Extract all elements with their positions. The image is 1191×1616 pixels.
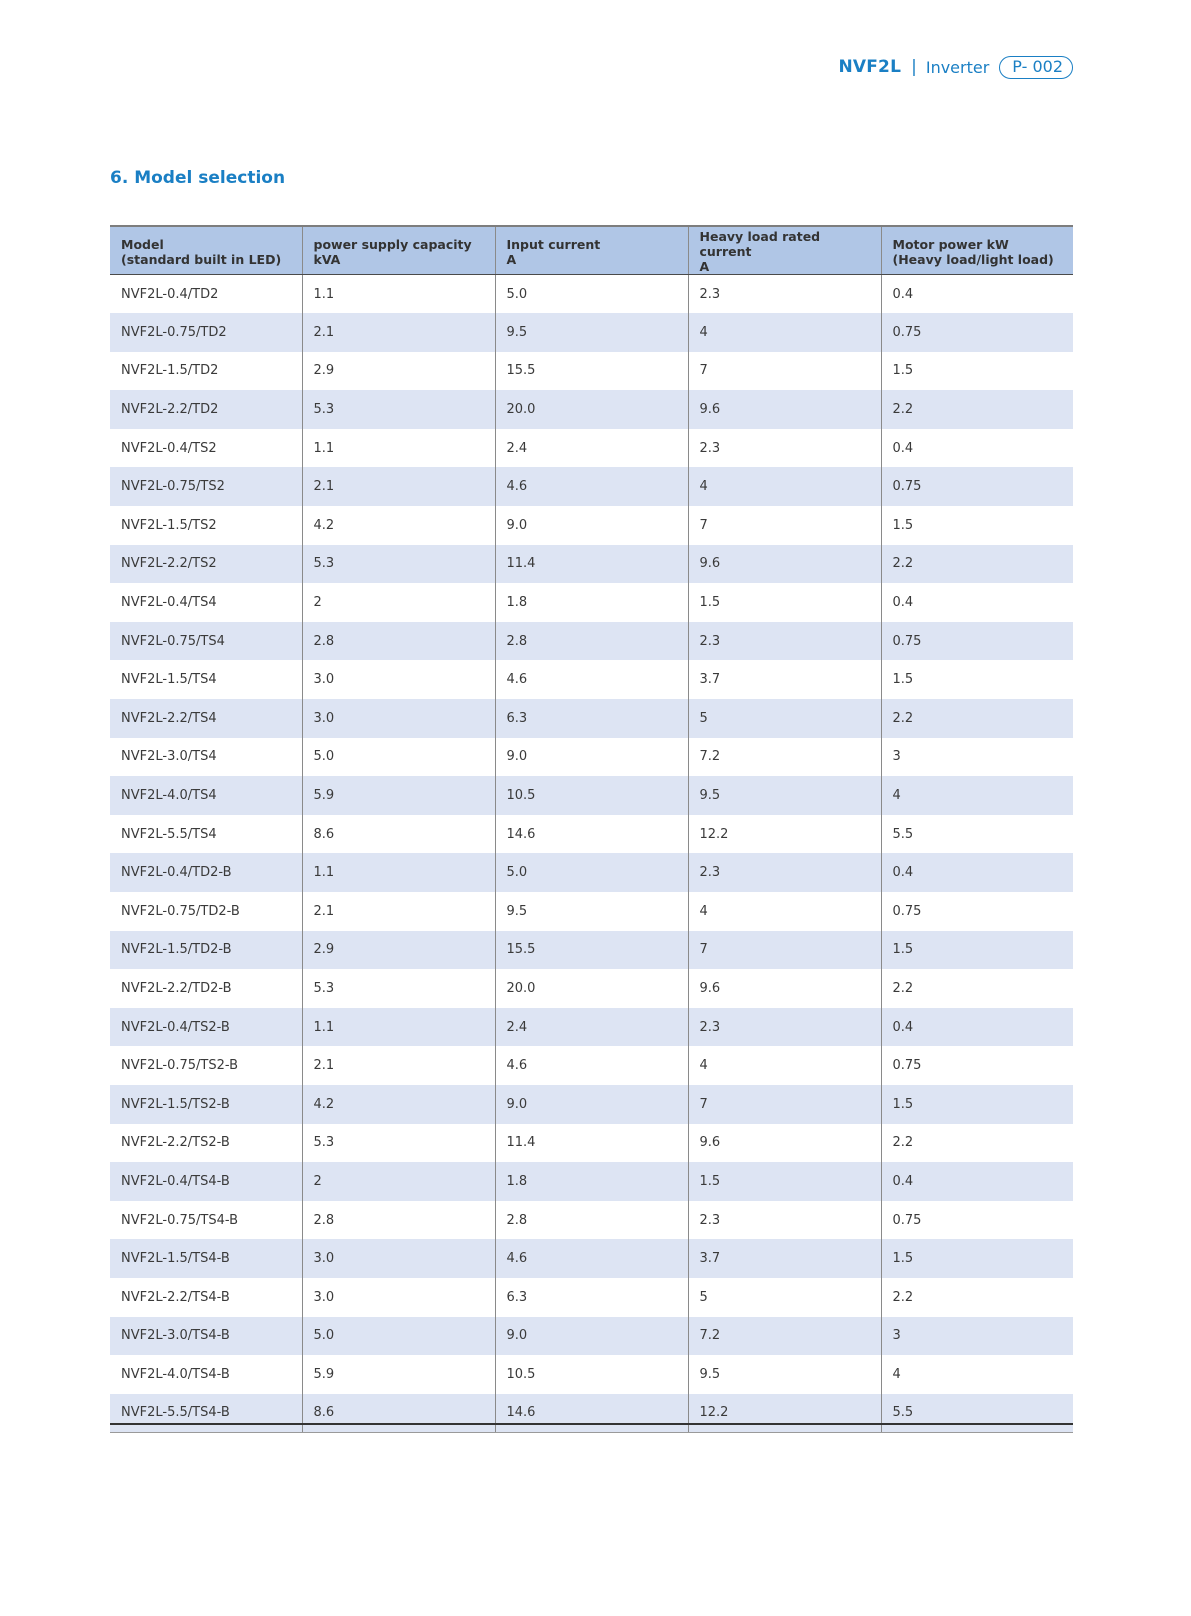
cell-input-current: 2.8 bbox=[495, 1201, 688, 1240]
cell-rated-current: 7 bbox=[688, 931, 881, 970]
table-row bbox=[110, 660, 1073, 699]
cell-rated-current: 5 bbox=[688, 699, 881, 738]
cell-capacity: 8.6 bbox=[302, 1394, 495, 1433]
cell-model: NVF2L-0.4/TD2 bbox=[121, 286, 219, 302]
cell-model: NVF2L-0.4/TS4-B bbox=[121, 1173, 230, 1189]
cell-input-current: 6.3 bbox=[495, 699, 688, 738]
table-row bbox=[110, 1046, 1073, 1085]
cell-rated-current: 2.3 bbox=[688, 429, 881, 468]
cell-capacity: 4.2 bbox=[302, 506, 495, 545]
cell-rated-current: 9.5 bbox=[688, 776, 881, 815]
table-row bbox=[110, 776, 1073, 815]
cell-model: NVF2L-2.2/TS4-B bbox=[121, 1289, 230, 1305]
cell-motor-power: 0.4 bbox=[881, 429, 1073, 468]
cell-rated-current: 12.2 bbox=[688, 815, 881, 854]
cell-model: NVF2L-1.5/TS2-B bbox=[121, 1096, 230, 1112]
cell-input-current: 20.0 bbox=[495, 969, 688, 1008]
cell-rated-current: 4 bbox=[688, 313, 881, 352]
cell-model: NVF2L-0.4/TS2-B bbox=[121, 1019, 230, 1035]
cell-rated-current: 2.3 bbox=[688, 1201, 881, 1240]
cell-capacity: 5.9 bbox=[302, 776, 495, 815]
table-row bbox=[110, 815, 1073, 854]
cell-rated-current: 7.2 bbox=[688, 1317, 881, 1356]
table-row bbox=[110, 506, 1073, 545]
cell-capacity: 3.0 bbox=[302, 1239, 495, 1278]
cell-motor-power: 2.2 bbox=[881, 1124, 1073, 1163]
cell-motor-power: 3 bbox=[881, 1317, 1073, 1356]
cell-model: NVF2L-1.5/TD2 bbox=[121, 363, 219, 379]
product-category: Inverter bbox=[925, 57, 990, 77]
column-header-line: Model bbox=[121, 236, 164, 252]
table-row bbox=[110, 622, 1073, 661]
cell-model: NVF2L-0.75/TS4 bbox=[121, 633, 225, 649]
cell-capacity: 5.9 bbox=[302, 1355, 495, 1394]
cell-model: NVF2L-3.0/TS4-B bbox=[121, 1328, 230, 1344]
cell-rated-current: 2.3 bbox=[688, 1008, 881, 1047]
page-header bbox=[838, 55, 1073, 79]
cell-motor-power: 2.2 bbox=[881, 1278, 1073, 1317]
table-row bbox=[110, 390, 1073, 429]
cell-input-current: 11.4 bbox=[495, 545, 688, 584]
cell-model: NVF2L-4.0/TS4-B bbox=[121, 1366, 230, 1382]
cell-rated-current: 9.6 bbox=[688, 969, 881, 1008]
cell-motor-power: 1.5 bbox=[881, 931, 1073, 970]
cell-motor-power: 2.2 bbox=[881, 969, 1073, 1008]
cell-capacity: 2.9 bbox=[302, 352, 495, 391]
cell-rated-current: 7.2 bbox=[688, 738, 881, 777]
table-row bbox=[110, 1278, 1073, 1317]
table-row bbox=[110, 313, 1073, 352]
cell-input-current: 9.0 bbox=[495, 1317, 688, 1356]
cell-capacity: 2.8 bbox=[302, 622, 495, 661]
cell-input-current: 4.6 bbox=[495, 1239, 688, 1278]
cell-model: NVF2L-0.4/TS2 bbox=[121, 440, 217, 456]
cell-rated-current: 9.6 bbox=[688, 390, 881, 429]
cell-capacity: 3.0 bbox=[302, 699, 495, 738]
cell-motor-power: 0.75 bbox=[881, 313, 1073, 352]
cell-model: NVF2L-0.75/TS4-B bbox=[121, 1212, 239, 1228]
cell-motor-power: 5.5 bbox=[881, 1394, 1073, 1433]
table-row bbox=[110, 1355, 1073, 1394]
cell-model: NVF2L-3.0/TS4 bbox=[121, 749, 217, 765]
cell-capacity: 2.1 bbox=[302, 467, 495, 506]
cell-rated-current: 7 bbox=[688, 1085, 881, 1124]
cell-input-current: 4.6 bbox=[495, 467, 688, 506]
cell-input-current: 5.0 bbox=[495, 853, 688, 892]
table-row bbox=[110, 969, 1073, 1008]
cell-capacity: 3.0 bbox=[302, 1278, 495, 1317]
cell-motor-power: 1.5 bbox=[881, 506, 1073, 545]
cell-capacity: 2.9 bbox=[302, 931, 495, 970]
page-number-badge: P- 002 bbox=[999, 56, 1073, 79]
cell-model: NVF2L-0.75/TS2 bbox=[121, 479, 225, 495]
cell-input-current: 9.0 bbox=[495, 1085, 688, 1124]
cell-input-current: 9.5 bbox=[495, 313, 688, 352]
cell-input-current: 1.8 bbox=[495, 583, 688, 622]
cell-input-current: 9.0 bbox=[495, 738, 688, 777]
cell-capacity: 1.1 bbox=[302, 429, 495, 468]
cell-rated-current: 9.6 bbox=[688, 545, 881, 584]
cell-motor-power: 4 bbox=[881, 776, 1073, 815]
cell-input-current: 2.4 bbox=[495, 429, 688, 468]
cell-capacity: 2.1 bbox=[302, 313, 495, 352]
cell-capacity: 5.3 bbox=[302, 1124, 495, 1163]
table-bottom-rule bbox=[110, 1423, 1073, 1425]
table-row bbox=[110, 1008, 1073, 1047]
cell-input-current: 4.6 bbox=[495, 1046, 688, 1085]
cell-capacity: 1.1 bbox=[302, 275, 495, 314]
column-header-capacity bbox=[302, 226, 495, 275]
table-row bbox=[110, 583, 1073, 622]
cell-rated-current: 2.3 bbox=[688, 275, 881, 314]
cell-rated-current: 4 bbox=[688, 892, 881, 931]
cell-model: NVF2L-1.5/TS4-B bbox=[121, 1251, 230, 1267]
table-row bbox=[110, 467, 1073, 506]
cell-capacity: 2.1 bbox=[302, 892, 495, 931]
cell-rated-current: 5 bbox=[688, 1278, 881, 1317]
cell-model: NVF2L-2.2/TS2-B bbox=[121, 1135, 230, 1151]
table-row bbox=[110, 1239, 1073, 1278]
cell-model: NVF2L-1.5/TD2-B bbox=[121, 942, 232, 958]
cell-input-current: 2.8 bbox=[495, 622, 688, 661]
table-row bbox=[110, 853, 1073, 892]
cell-capacity: 4.2 bbox=[302, 1085, 495, 1124]
cell-model: NVF2L-0.75/TD2-B bbox=[121, 903, 240, 919]
cell-model: NVF2L-5.5/TS4-B bbox=[110, 1394, 302, 1433]
cell-motor-power: 2.2 bbox=[881, 699, 1073, 738]
cell-input-current: 5.0 bbox=[495, 275, 688, 314]
column-header-line: (standard built in LED) bbox=[121, 251, 282, 267]
column-header-motor-power bbox=[881, 226, 1073, 275]
column-header-model bbox=[110, 226, 302, 275]
cell-capacity: 5.3 bbox=[302, 390, 495, 429]
cell-capacity: 2.8 bbox=[302, 1201, 495, 1240]
column-header-line: (Heavy load/light load) bbox=[892, 251, 1054, 267]
cell-motor-power: 2.2 bbox=[881, 390, 1073, 429]
cell-rated-current: 2.3 bbox=[688, 853, 881, 892]
table-row bbox=[110, 1162, 1073, 1201]
cell-capacity: 5.0 bbox=[302, 738, 495, 777]
cell-motor-power: 0.75 bbox=[881, 622, 1073, 661]
cell-rated-current: 7 bbox=[688, 352, 881, 391]
cell-model: NVF2L-0.4/TS4 bbox=[121, 595, 217, 611]
table-row bbox=[110, 429, 1073, 468]
cell-motor-power: 3 bbox=[881, 738, 1073, 777]
cell-input-current: 15.5 bbox=[495, 931, 688, 970]
table-row bbox=[110, 699, 1073, 738]
cell-rated-current: 2.3 bbox=[688, 622, 881, 661]
cell-input-current: 6.3 bbox=[495, 1278, 688, 1317]
cell-motor-power: 1.5 bbox=[881, 660, 1073, 699]
cell-motor-power: 0.4 bbox=[881, 275, 1073, 314]
cell-input-current: 14.6 bbox=[495, 1394, 688, 1433]
cell-motor-power: 0.4 bbox=[881, 583, 1073, 622]
cell-input-current: 14.6 bbox=[495, 815, 688, 854]
cell-input-current: 20.0 bbox=[495, 390, 688, 429]
column-header-line: A bbox=[699, 259, 710, 274]
cell-rated-current: 3.7 bbox=[688, 660, 881, 699]
cell-motor-power: 0.75 bbox=[881, 1046, 1073, 1085]
column-header-line: Heavy load rated current bbox=[699, 229, 821, 259]
cell-model: NVF2L-2.2/TD2-B bbox=[121, 980, 232, 996]
table-row bbox=[110, 738, 1073, 777]
table-row bbox=[110, 1201, 1073, 1240]
column-header-line: kVA bbox=[313, 251, 341, 267]
cell-input-current: 15.5 bbox=[495, 352, 688, 391]
column-header-line: power supply capacity bbox=[313, 236, 472, 252]
column-header-rated-current bbox=[688, 226, 881, 275]
column-header-line: Motor power kW bbox=[892, 236, 1009, 252]
cell-capacity: 5.0 bbox=[302, 1317, 495, 1356]
cell-input-current: 4.6 bbox=[495, 660, 688, 699]
cell-capacity: 1.1 bbox=[302, 1008, 495, 1047]
table-body bbox=[110, 275, 1073, 1433]
cell-motor-power: 0.75 bbox=[881, 467, 1073, 506]
cell-input-current: 9.0 bbox=[495, 506, 688, 545]
table-row bbox=[110, 352, 1073, 391]
header-separator: | bbox=[911, 57, 917, 77]
table-row bbox=[110, 931, 1073, 970]
cell-rated-current: 4 bbox=[688, 467, 881, 506]
cell-rated-current: 3.7 bbox=[688, 1239, 881, 1278]
cell-motor-power: 1.5 bbox=[881, 1239, 1073, 1278]
table-row bbox=[110, 892, 1073, 931]
table-row bbox=[110, 1085, 1073, 1124]
cell-model: NVF2L-2.2/TS2 bbox=[121, 556, 217, 572]
cell-input-current: 9.5 bbox=[495, 892, 688, 931]
cell-model: NVF2L-4.0/TS4 bbox=[121, 788, 217, 804]
model-selection-table bbox=[110, 225, 1073, 1433]
cell-input-current: 1.8 bbox=[495, 1162, 688, 1201]
cell-rated-current: 7 bbox=[688, 506, 881, 545]
cell-motor-power: 0.4 bbox=[881, 853, 1073, 892]
table-row bbox=[110, 545, 1073, 584]
cell-motor-power: 0.4 bbox=[881, 1008, 1073, 1047]
cell-model: NVF2L-0.75/TS2-B bbox=[121, 1058, 239, 1074]
cell-rated-current: 9.6 bbox=[688, 1124, 881, 1163]
cell-input-current: 10.5 bbox=[495, 776, 688, 815]
table-row bbox=[110, 1317, 1073, 1356]
cell-input-current: 2.4 bbox=[495, 1008, 688, 1047]
cell-capacity: 5.3 bbox=[302, 969, 495, 1008]
cell-model: NVF2L-0.75/TD2 bbox=[121, 324, 227, 340]
cell-rated-current: 4 bbox=[688, 1046, 881, 1085]
cell-motor-power: 0.75 bbox=[881, 1201, 1073, 1240]
header-row bbox=[110, 226, 1073, 275]
section-title: 6. Model selection bbox=[110, 168, 286, 188]
cell-motor-power: 0.75 bbox=[881, 892, 1073, 931]
cell-capacity: 2 bbox=[302, 583, 495, 622]
cell-model: NVF2L-2.2/TS4 bbox=[121, 710, 217, 726]
table-row bbox=[110, 1124, 1073, 1163]
cell-model: NVF2L-1.5/TS2 bbox=[121, 517, 217, 533]
column-header-input-current bbox=[495, 226, 688, 275]
cell-capacity: 8.6 bbox=[302, 815, 495, 854]
table-row bbox=[110, 1394, 1073, 1433]
cell-motor-power: 1.5 bbox=[881, 352, 1073, 391]
cell-capacity: 3.0 bbox=[302, 660, 495, 699]
cell-rated-current: 1.5 bbox=[688, 583, 881, 622]
column-header-line: Input current bbox=[506, 236, 601, 252]
cell-capacity: 2 bbox=[302, 1162, 495, 1201]
cell-model: NVF2L-0.4/TD2-B bbox=[121, 865, 232, 881]
cell-rated-current: 9.5 bbox=[688, 1355, 881, 1394]
column-header-line: A bbox=[506, 251, 517, 267]
cell-input-current: 11.4 bbox=[495, 1124, 688, 1163]
cell-motor-power: 5.5 bbox=[881, 815, 1073, 854]
cell-capacity: 1.1 bbox=[302, 853, 495, 892]
cell-capacity: 5.3 bbox=[302, 545, 495, 584]
cell-motor-power: 1.5 bbox=[881, 1085, 1073, 1124]
cell-input-current: 10.5 bbox=[495, 1355, 688, 1394]
cell-rated-current: 12.2 bbox=[688, 1394, 881, 1433]
cell-motor-power: 4 bbox=[881, 1355, 1073, 1394]
brand-name: NVF2L bbox=[838, 57, 902, 77]
cell-model: NVF2L-5.5/TS4 bbox=[121, 826, 217, 842]
cell-rated-current: 1.5 bbox=[688, 1162, 881, 1201]
cell-capacity: 2.1 bbox=[302, 1046, 495, 1085]
cell-motor-power: 0.4 bbox=[881, 1162, 1073, 1201]
cell-model: NVF2L-1.5/TS4 bbox=[121, 672, 217, 688]
table-header bbox=[110, 226, 1073, 275]
cell-model: NVF2L-2.2/TD2 bbox=[121, 402, 219, 418]
table-row bbox=[110, 275, 1073, 314]
cell-motor-power: 2.2 bbox=[881, 545, 1073, 584]
